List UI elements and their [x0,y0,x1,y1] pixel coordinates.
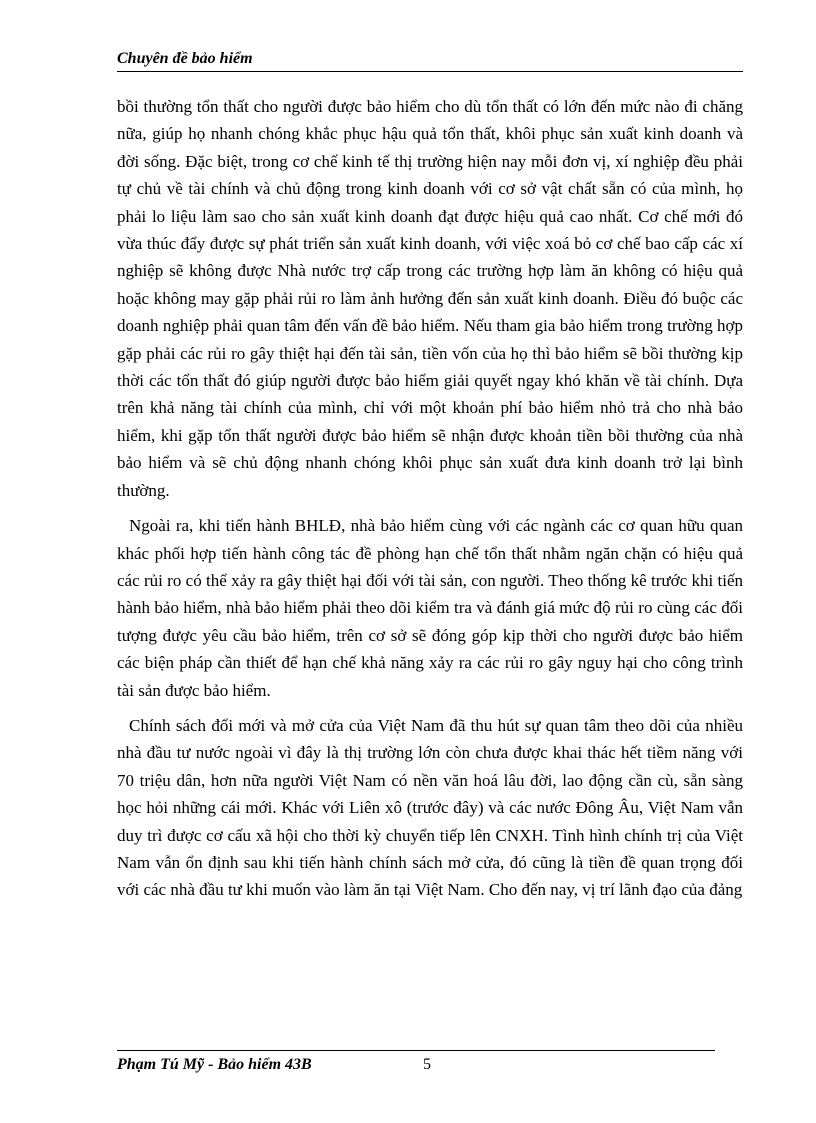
header-divider [117,71,743,72]
document-body [117,93,743,912]
paragraph-2: Ngoài ra, khi tiến hành BHLĐ, nhà bảo hiểm cùng với các ngành các cơ quan hữu quan khác phối hợp tiến hành công tác đề phòng hạn chế tổn thất nhằm ngăn chặn có hiệu quả các rủi ro có thể xảy ra gây thiệt hại đối với tài sản, con người. Theo thống kê trước khi tiến hành bảo hiểm, nhà bảo hiểm phải theo dõi kiểm tra và đánh giá mức độ rủi ro cùng các đối tượng được yêu cầu bảo hiểm, trên cơ sở sẽ đóng góp kịp thời cho người được bảo hiểm các biện pháp cần thiết để hạn chế khả năng xảy ra các rủi ro gây nguy hại cho công trình tài sản được bảo hiểm. [117,516,743,700]
page-number: 5 [423,1056,431,1073]
paragraph-1: bồi thường tổn thất cho người được bảo hiểm cho dù tổn thất có lớn đến mức nào đi chăng nữa, giúp họ nhanh chóng khắc phục hậu quả tổn thất, khôi phục sản xuất kinh doanh và đời sống. Đặc biệt, trong cơ chế kinh tế thị trường hiện nay mỗi đơn vị, xí nghiệp đều phải tự chủ về tài chính và chủ động trong kinh doanh với cơ sở vật chất sẵn có của mình, họ phải lo liệu làm sao cho sản xuất kinh doanh đạt được hiệu quả cao nhất. Cơ chế mới đó vừa thúc đẩy được sự phát triển sản xuất kinh doanh, với việc xoá bỏ cơ chế bao cấp các xí nghiệp sẽ không được Nhà nước trợ cấp trong các trường hợp làm ăn không có hiệu quả hoặc không may gặp phải rủi ro làm ảnh hưởng đến sản xuất kinh doanh. Điều đó buộc các doanh nghiệp phải quan tâm đến vấn đề bảo hiểm. Nếu tham gia bảo hiểm trong trường hợp gặp phải các rủi ro gây thiệt hại đến tài sản, tiền vốn của họ thì bảo hiểm sẽ bồi thường kịp thời các tổn thất đó giúp người được bảo hiểm giải quyết ngay khó khăn về tài chính. Dựa trên khả năng tài chính của mình, chỉ với một khoản phí bảo hiểm nhỏ trả cho nhà bảo hiểm, khi gặp tổn thất người được bảo hiểm sẽ nhận được khoản tiền bồi thường của nhà bảo hiểm và sẽ chủ động nhanh chóng khôi phục sản xuất đưa kinh doanh trở lại bình thường. [117,97,743,500]
page-header-title: Chuyên đề bảo hiểm [117,50,253,67]
paragraph-3: Chính sách đổi mới và mở cửa của Việt Nam đã thu hút sự quan tâm theo dõi của nhiều nhà đầu tư nước ngoài vì đây là thị trường lớn còn chưa được khai thác hết tiềm năng với 70 triệu dân, hơn nữa người Việt Nam có nền văn hoá lâu đời, lao động cần cù, sẵn sàng học hỏi những cái mới. Khác với Liên xô (trước đây) và các nước Đông Âu, Việt Nam vẫn duy trì được cơ cấu xã hội cho thời kỳ chuyển tiếp lên CNXH. Tình hình chính trị của Việt Nam vẫn ổn định sau khi tiến hành chính sách mở cửa, đó cũng là tiền đề quan trọng đối với các nhà đầu tư khi muốn vào làm ăn tại Việt Nam. Cho đến nay, vị trí lãnh đạo của đảng [117,715,743,900]
footer-divider [117,1050,715,1051]
footer-author: Phạm Tú Mỹ - Bảo hiểm 43B [117,1056,312,1073]
